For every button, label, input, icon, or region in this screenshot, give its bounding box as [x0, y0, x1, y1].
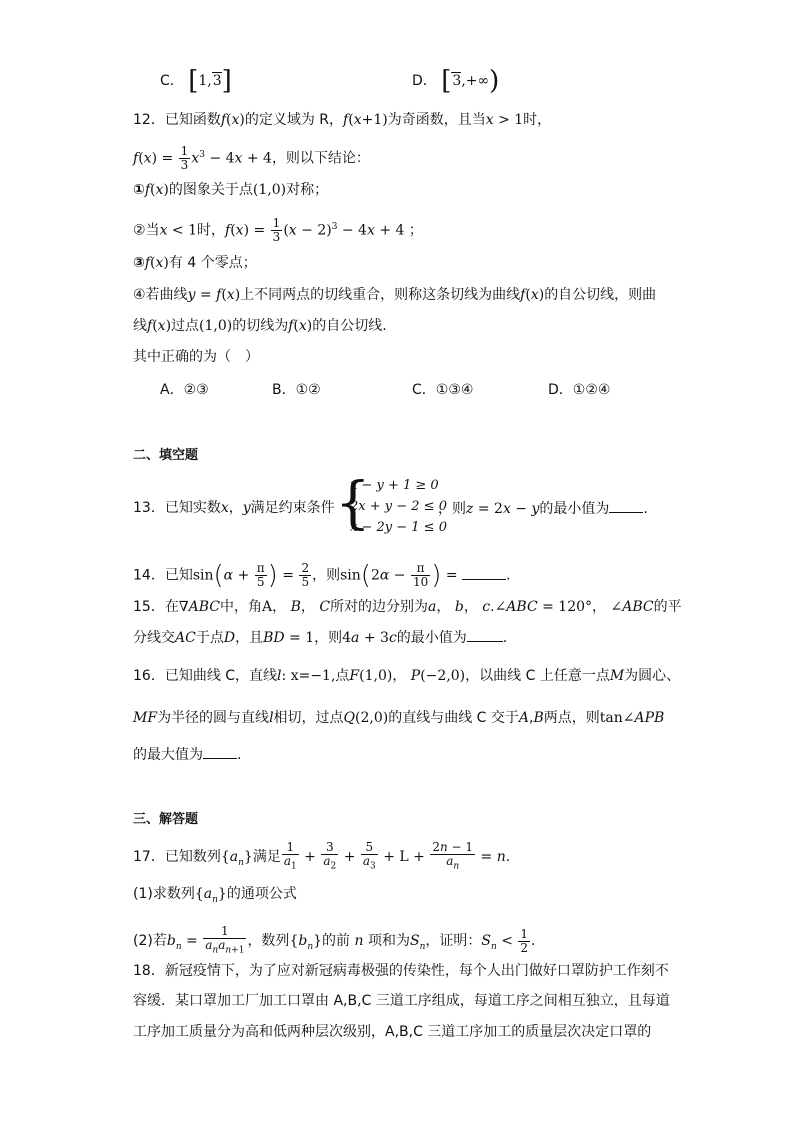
q12-statement-3: ③f(x)有 4 个零点；: [133, 255, 257, 271]
text: .: [502, 630, 508, 646]
q12-ask: 其中正确的为（ ）: [133, 349, 259, 365]
text: 于点: [195, 630, 224, 646]
text: ①: [133, 182, 145, 198]
q18-line3: 工序加工质量分为高和低两种层次级别，A,B,C 三道工序加工的质量层次决定口罩的: [133, 1024, 652, 1040]
text: 的自公切线，则曲: [544, 287, 657, 303]
text: 的图象关于点: [168, 182, 253, 198]
constraint-1: x − y + 1 ≥ 0: [350, 478, 439, 493]
text: ③: [133, 255, 145, 271]
q15-line2: 分线交AC于点D，且BD = 1，则4a + 3c的最小值为 .: [133, 627, 507, 648]
text: ，则: [438, 501, 466, 517]
q12-statement-4: ④若曲线y = f(x)上不同两点的切线重合，则称这条切线为曲线f(x)的自公切线，则曲: [133, 287, 657, 303]
text: 14．已知: [133, 567, 193, 584]
text: 有 4 个零点；: [168, 255, 257, 271]
q17-part2: (2)若$b_n$ = $\frac{1}{a_na_{n+1}}$ ，数列$\{b_n\}$的前 n 项和为$S_n$，证明：$S_n$ < $\frac{1}{2}$ .: [133, 924, 536, 956]
q14-stem: 14．已知sin(α + $\frac{\pi}{5}$ ) = $\frac{2}{5}$ ，则sin(2α − $\frac{\pi}{10}$ ) = .: [133, 560, 511, 591]
q11-option-d: D． [3,+∞): [412, 66, 500, 96]
constraint-brace: {: [335, 471, 371, 536]
q13-stem: 13．已知实数x，y满足约束条件: [133, 500, 335, 516]
text: 满足约束条件: [250, 500, 335, 516]
text: 的自公切线.: [312, 318, 387, 334]
text: ，则: [312, 567, 341, 584]
text: .: [237, 747, 242, 763]
text: ，且: [235, 630, 264, 646]
text: ②当: [133, 222, 160, 239]
section-heading-solutions: 三、解答题: [133, 812, 199, 827]
text: ④若曲线: [133, 287, 188, 303]
text: 的通项公式: [226, 886, 297, 902]
q15-line1: 15．在∇ABC中，角A， B， C所对的边分别为a， b， c.∠ABC = 120°， ∠ABC的平: [133, 599, 682, 615]
text: 上不同两点的切线重合，则称这条切线为曲线: [240, 287, 521, 303]
text: 为奇函数，且当: [387, 112, 486, 128]
text: ，证明：: [425, 933, 482, 950]
text: 15．在: [133, 599, 179, 615]
text: ，则以下结论：: [271, 150, 370, 167]
text: (1)求数列: [133, 886, 195, 902]
text: 17．已知数列: [133, 849, 221, 866]
option-label: D．: [412, 73, 437, 89]
constraint-2: 2x + y − 2 ≤ 0: [350, 499, 447, 514]
text: ，: [228, 500, 243, 516]
text: 所对的边分别为: [330, 599, 429, 615]
text: 过点: [171, 318, 200, 334]
text: 分线交: [133, 630, 175, 646]
text: ，则: [314, 630, 343, 646]
text: 13．已知实数: [133, 500, 221, 516]
q16-line1: 16．已知曲线 C，直线l: x=−1,点F(1,0)， P(−2,0)，以曲线 C 上任意一点M为圆心、: [133, 668, 681, 684]
text: 的最小值为: [539, 501, 610, 517]
text: 的最小值为: [396, 630, 467, 646]
q17-part1: (1)求数列$\{a_n\}$的通项公式: [133, 886, 297, 905]
answer-blank[interactable]: [609, 498, 643, 513]
text: 为半径的圆与直线: [157, 710, 270, 726]
q18-line1: 18．新冠疫情下，为了应对新冠病毒极强的传染性，每个人出门做好口罩防护工作刻不: [133, 963, 669, 979]
q16-line3: [133, 744, 241, 765]
q17-stem: 17．已知数列$\{a_n\}$满足 $\frac{1}{a_1}$ + $\frac{3}{a_2}$ + $\frac{5}{a_3}$ + L + $\frac{2n - 1}{a_n}$ = n.: [133, 840, 511, 872]
text: 满足: [252, 849, 281, 866]
answer-blank[interactable]: [462, 565, 506, 580]
text: 16．已知曲线 C，直线: [133, 668, 278, 684]
q12-option-a: A．②③: [160, 382, 209, 398]
q12-option-b: B．①②: [272, 382, 321, 398]
q13-tail: ，则z = 2x − y的最小值为 .: [438, 498, 648, 519]
text: 相切，过点: [273, 710, 344, 726]
text: 线: [133, 318, 147, 334]
text: 的前: [322, 933, 351, 950]
text: 中，角: [219, 599, 262, 615]
text: 的平: [653, 599, 682, 615]
constraint-3: x − 2y − 1 ≤ 0: [350, 520, 447, 535]
text: ，数列: [247, 933, 290, 950]
text: 两点，则: [543, 710, 600, 726]
q12-option-d: D．①②④: [548, 382, 611, 398]
text: 的定义域为 R，: [244, 112, 344, 128]
q12-statement-4-cont: 线f(x)过点(1,0)的切线为f(x)的自公切线.: [133, 318, 387, 334]
q16-line2: MF为半径的圆与直线l相切，过点Q(2,0)的直线与曲线 C 交于A,B两点，则tan∠APB: [133, 710, 665, 726]
text: 12．已知函数: [133, 112, 221, 128]
q12-stem: 12．已知函数f(x)的定义域为 R，f(x+1)为奇函数，且当x > 1时，: [133, 112, 552, 128]
text: ，以曲线 C 上任意一点: [465, 668, 610, 684]
text: 的切线为: [232, 318, 289, 334]
text: 对称；: [286, 182, 329, 198]
text: .: [643, 501, 648, 517]
q12-statement-1: ①f(x)的图象关于点(1,0)对称；: [133, 182, 329, 198]
q12-statement-2: ②当x < 1时，f(x) = $\frac{1}{3}$ $(x - 2)^3 - 4x + 4$ ；: [133, 216, 423, 245]
text: 点: [335, 668, 350, 684]
text: (2)若: [133, 933, 167, 950]
text: 的直线与曲线 C 交于: [388, 710, 519, 726]
section-heading-fill-in: 二、填空题: [133, 448, 199, 463]
text: 项和为: [367, 933, 410, 950]
q18-line2: 容缓．某口罩加工厂加工口罩由 A,B,C 三道工序组成，每道工序之间相互独立，且每道: [133, 993, 670, 1009]
q12-option-c: C．①③④: [412, 382, 474, 398]
answer-blank[interactable]: [203, 744, 237, 759]
answer-blank[interactable]: [467, 627, 503, 642]
q12-fdef: f(x) = $\frac{1}{3}$ $x^3 - 4x + 4$，则以下结论：: [133, 144, 370, 173]
q11-option-c: C． [1,3]: [160, 66, 232, 96]
text: .: [506, 567, 511, 584]
text: 时，: [523, 112, 552, 128]
text: 时，: [197, 222, 226, 239]
option-label: C．: [160, 73, 184, 89]
text: 为圆心、: [624, 668, 681, 684]
text: 的最大值为: [133, 747, 203, 763]
